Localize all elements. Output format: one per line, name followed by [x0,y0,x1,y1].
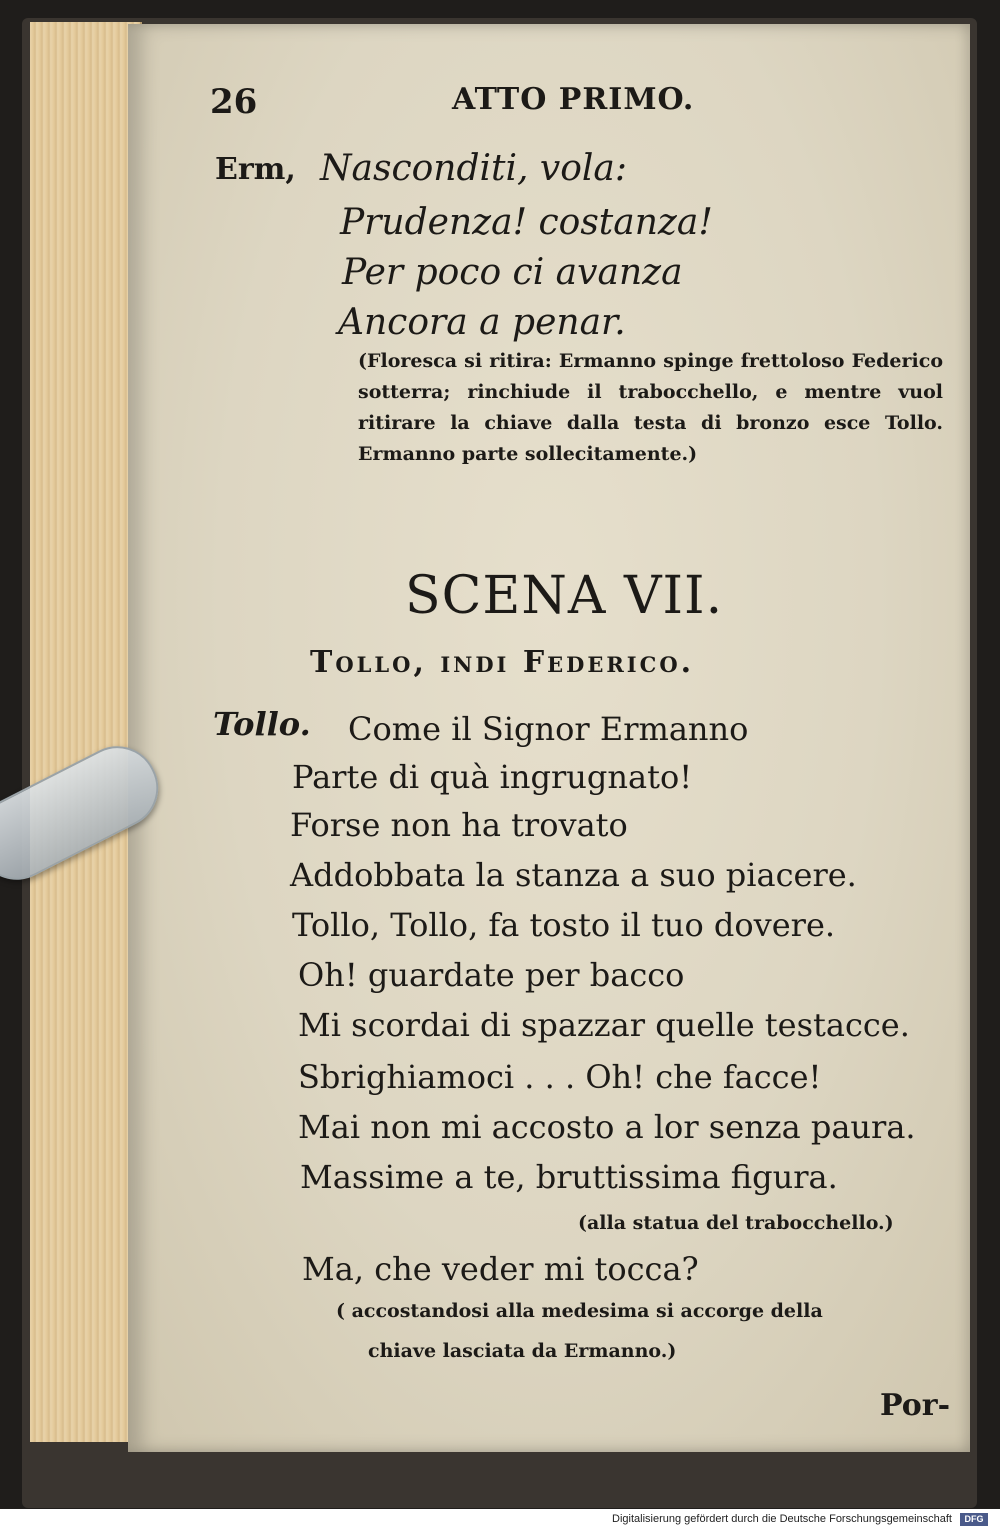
stage-direction: (alla statua del trabocchello.) [578,1212,894,1234]
speaker-tollo: Tollo. [213,705,311,743]
digitization-footer [0,1509,1000,1531]
page-number: 26 [210,82,258,122]
scene-characters: Tollo, indi Federico. [310,645,695,680]
verse-line: Ma, che veder mi tocca? [302,1250,699,1288]
speaker-ermanno: Erm, [215,152,296,187]
stage-direction: (Floresca si ritira: Ermanno spinge frettoloso Federico sotterra; rinchiude il trabocchello, e mentre vuol ritirare la chiave dalla testa di bronzo esce Tollo. Ermanno parte sollecitamente.) [358,350,943,465]
verse-line: Massime a te, bruttissima figura. [300,1158,838,1196]
verse-line: Nasconditi, vola: [320,148,628,189]
stage-direction: chiave lasciata da Ermanno.) [368,1340,677,1362]
running-title: ATTO PRIMO. [452,82,695,117]
verse-line: Addobbata la stanza a suo piacere. [290,856,857,894]
catchword: Por- [880,1388,951,1423]
page-edges [30,22,142,1442]
verse-line: Forse non ha trovato [290,806,628,844]
verse-line: Mai non mi accosto a lor senza paura. [298,1108,916,1146]
verse-line: Per poco ci avanza [342,252,683,293]
verse-line: Parte di quà ingrugnato! [292,758,693,796]
footer-credit: Digitalisierung gefördert durch die Deutsche Forschungsgemeinschaft [612,1513,952,1525]
scene-title: SCENA VII. [405,566,724,626]
dfg-logo-icon: DFG [960,1513,988,1526]
verse-line: Tollo, Tollo, fa tosto il tuo dovere. [292,906,836,944]
stage-direction: ( accostandosi alla medesima si accorge della [336,1300,823,1322]
verse-line: Come il Signor Ermanno [348,710,749,748]
verse-line: Mi scordai di spazzar quelle testacce. [298,1006,910,1044]
verse-line: Oh! guardate per bacco [298,956,685,994]
verse-line: Ancora a penar. [338,302,626,343]
verse-line: Prudenza! costanza! [340,202,713,243]
verse-line: Sbrighiamoci . . . Oh! che facce! [298,1058,822,1096]
